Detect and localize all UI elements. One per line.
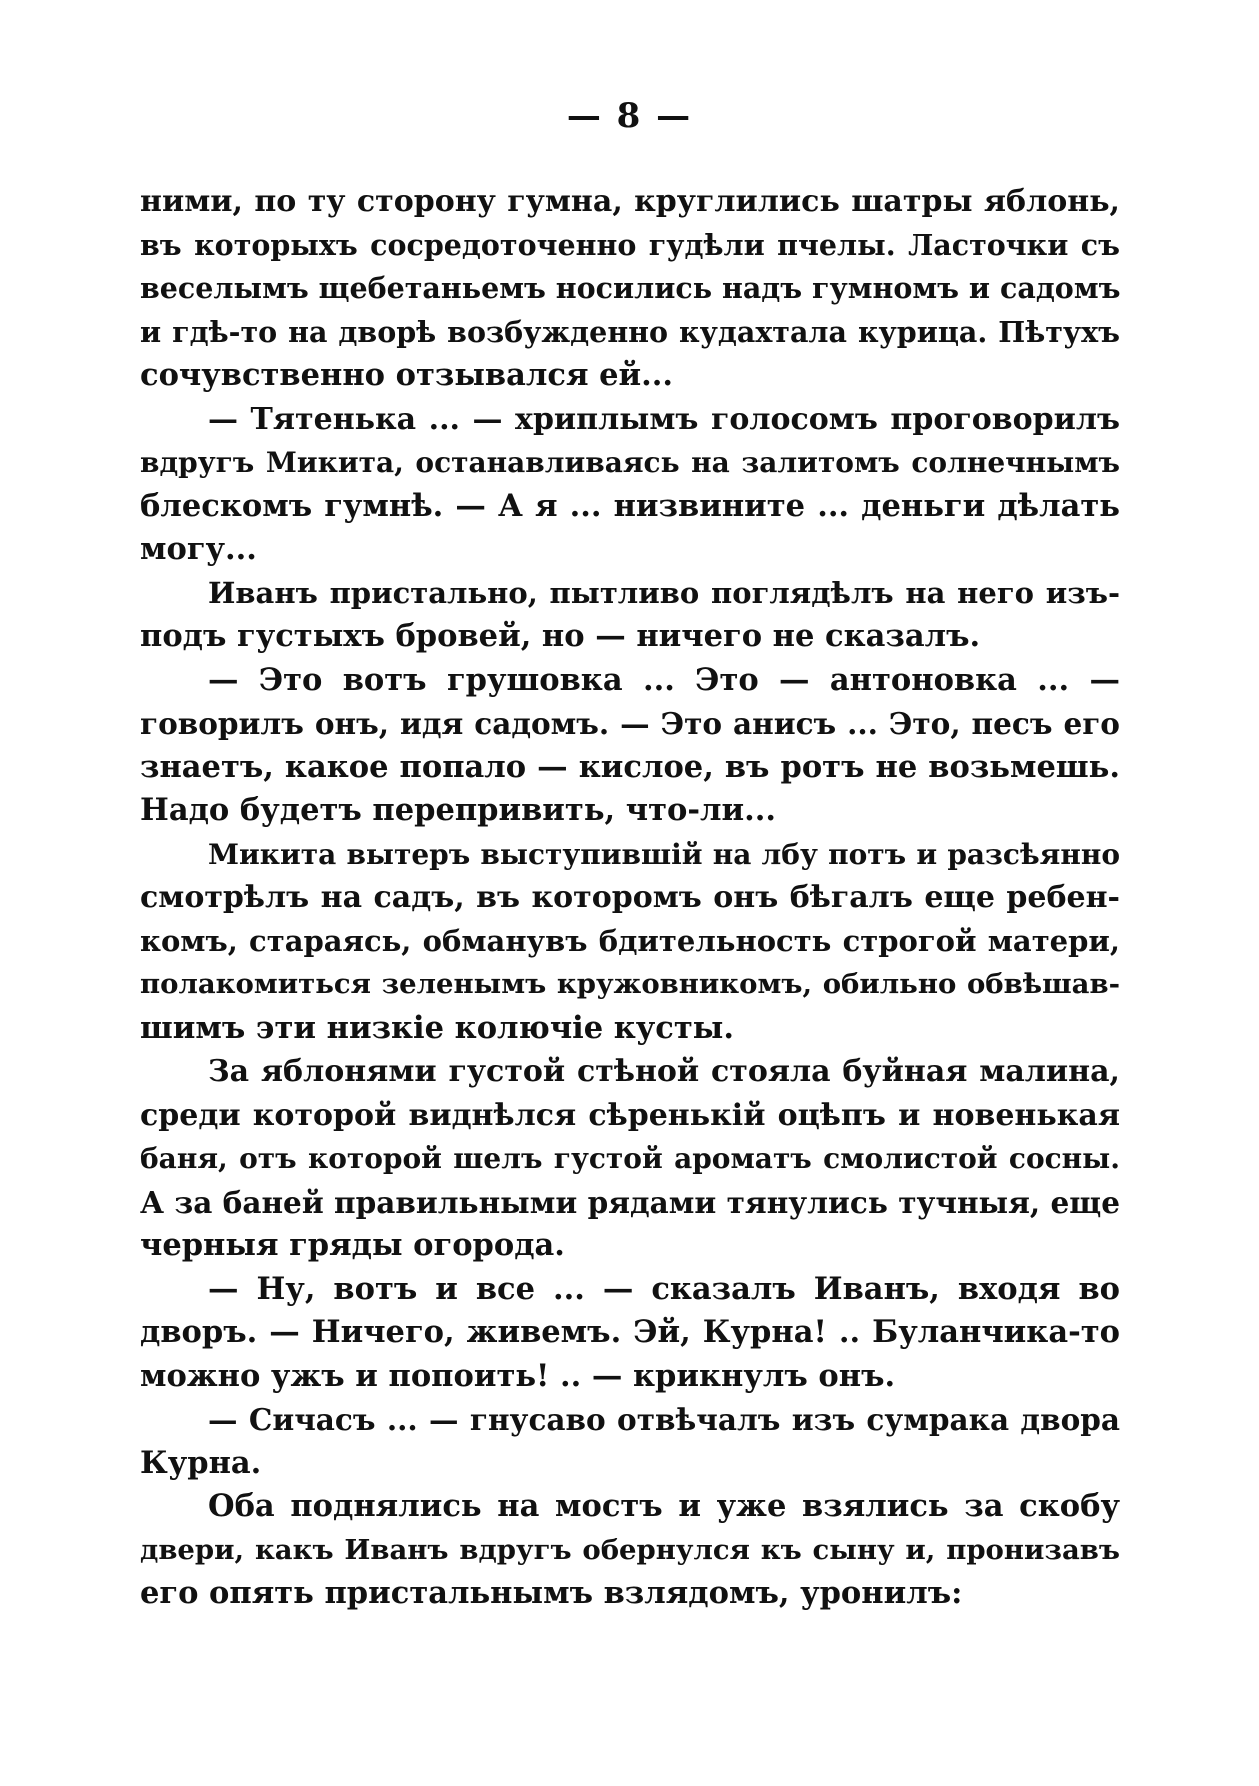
text-line: блескомъ гумнѣ. — А я ... низвините ... деньги дѣлать <box>140 487 1120 524</box>
text-line: вдругъ Микита, останавливаясь на залитомъ солнечнымъ <box>140 446 1120 479</box>
text-line: Оба поднялись на мостъ и уже взялись за скобу <box>208 1488 1120 1524</box>
text-line: полакомиться зеленымъ кружовникомъ, обильно обвѣшав- <box>140 968 1120 1000</box>
text-line: А за баней правильными рядами тянулись тучныя, еще <box>140 1184 1120 1220</box>
text-line: знаетъ, какое попало — кислое, въ ротъ не возьмешь. <box>140 748 1120 785</box>
text-line: его опять пристальнымъ взлядомъ, уронилъ: <box>140 1575 963 1611</box>
text-line: сочувственно отзывался ей... <box>140 357 673 393</box>
text-line: ними, по ту сторону гумна, круглились шатры яблонь, <box>140 184 1120 219</box>
text-line: Курна. <box>140 1444 262 1481</box>
text-line: смотрѣлъ на садъ, въ которомъ онъ бѣгалъ еще ребен- <box>140 880 1120 915</box>
body-text <box>140 180 1120 1616</box>
text-line: можно ужъ и попоить! .. — крикнулъ онъ. <box>140 1357 896 1394</box>
text-line: говорилъ онъ, идя садомъ. — Это анисъ ... Это, песъ его <box>140 706 1120 741</box>
text-line: Микита вытеръ выступившій на лбу потъ и разсѣянно <box>208 837 1120 871</box>
text-line: дворъ. — Ничего, живемъ. Эй, Курна! .. Буланчика-то <box>140 1314 1120 1350</box>
text-line: могу... <box>140 531 257 567</box>
text-line: двери, какъ Иванъ вдругъ обернулся къ сыну и, пронизавъ <box>140 1533 1120 1566</box>
text-line: шимъ эти низкіе колючіе кусты. <box>140 1009 734 1046</box>
text-line: Надо будетъ перепривить, что-ли... <box>140 792 776 828</box>
text-line: въ которыхъ сосредоточенно гудѣли пчелы. Ласточки съ <box>140 227 1120 262</box>
text-line: — Это вотъ грушовка ... Это — антоновка ... — <box>208 661 1120 698</box>
text-line: подъ густыхъ бровей, но — ничего не сказалъ. <box>140 618 981 654</box>
text-line: комъ, стараясь, обманувъ бдительность строгой матери, <box>140 923 1120 958</box>
text-line: среди которой виднѣлся сѣренькій оцѣпъ и новенькая <box>140 1097 1120 1133</box>
text-line: и гдѣ-то на дворѣ возбужденно кудахтала курица. Пѣтухъ <box>140 314 1120 349</box>
page-number: — 8 — <box>566 96 693 136</box>
text-line: — Ну, вотъ и все ... — сказалъ Иванъ, входя во <box>208 1270 1120 1307</box>
text-line: черныя гряды огорода. <box>140 1227 565 1263</box>
text-line: баня, отъ которой шелъ густой ароматъ смолистой сосны. <box>140 1142 1120 1175</box>
text-line: — Сичасъ ... — гнусаво отвѣчалъ изъ сумрака двора <box>208 1402 1120 1437</box>
text-line: — Тятенька ... — хриплымъ голосомъ проговорилъ <box>208 401 1120 437</box>
text-line: веселымъ щебетаньемъ носились надъ гумномъ и садомъ <box>140 271 1121 305</box>
text-line: Иванъ пристально, пытливо поглядѣлъ на него изъ- <box>208 575 1120 610</box>
text-line: За яблонями густой стѣной стояла буйная малина, <box>208 1054 1120 1089</box>
